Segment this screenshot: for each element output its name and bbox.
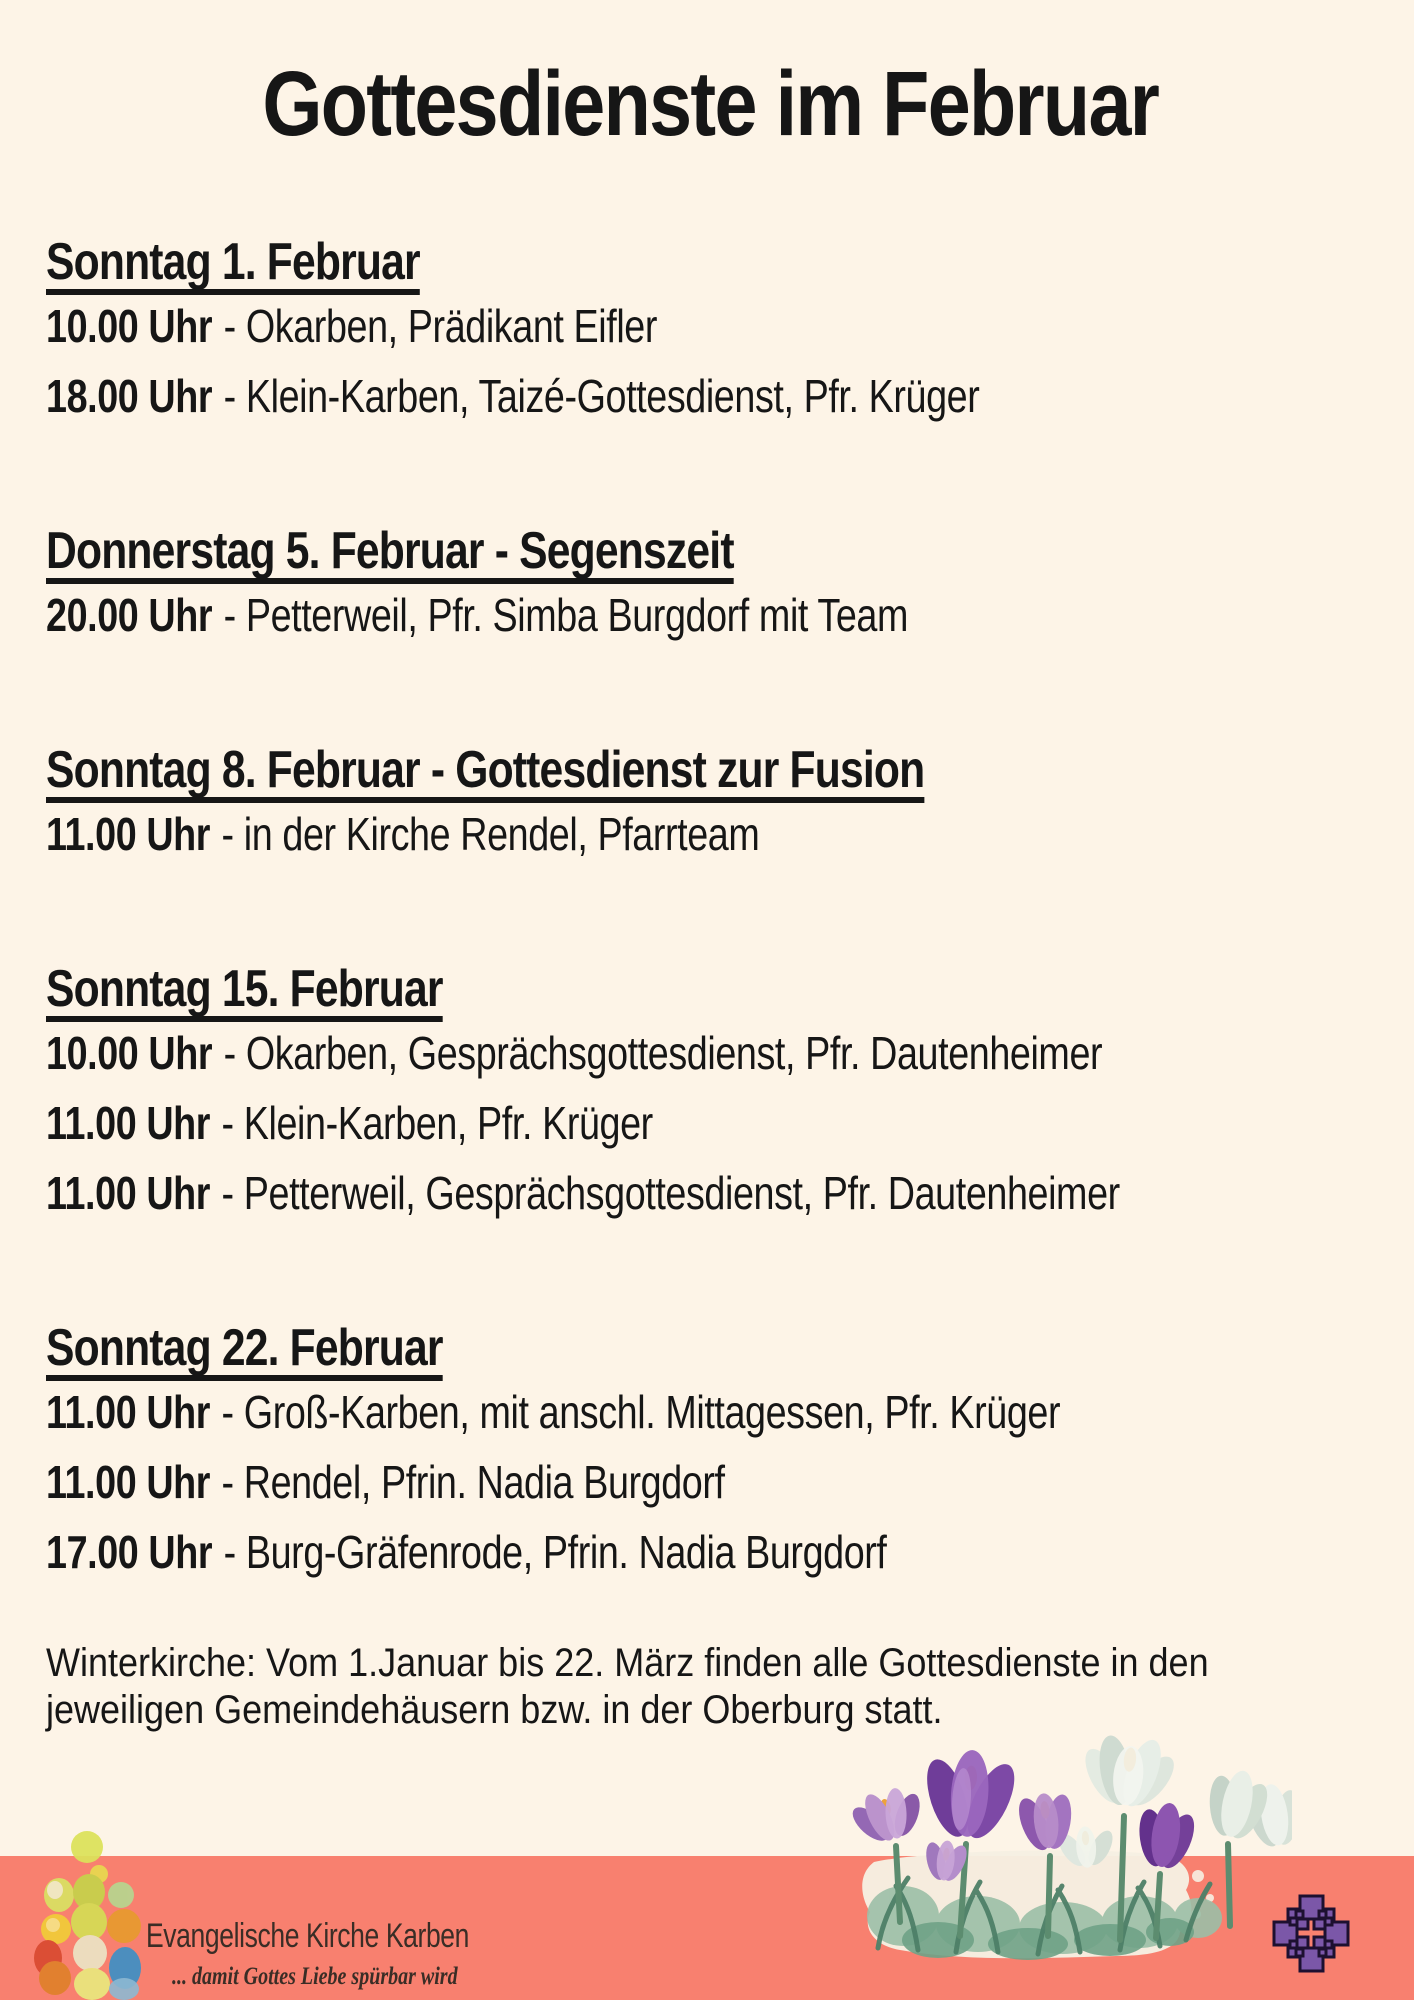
section-heading: Donnerstag 5. Februar - Segenszeit (46, 522, 734, 580)
service-detail: - Groß-Karben, mit anschl. Mittagessen, Pfr. Krüger (221, 1386, 1061, 1438)
page-title-row (46, 53, 1374, 155)
purple-squares-cross-icon (1272, 1893, 1350, 1973)
service-detail: - Rendel, Pfrin. Nadia Burgdorf (221, 1456, 725, 1508)
service-detail: - Okarben, Gesprächsgottesdienst, Pfr. Dautenheimer (223, 1027, 1103, 1079)
service-detail: - Klein-Karben, Pfr. Krüger (221, 1097, 653, 1149)
service-schedule (46, 0, 1374, 1734)
service-detail: - Burg-Gräfenrode, Pfrin. Nadia Burgdorf (223, 1526, 887, 1578)
service-entry (46, 1458, 1135, 1506)
church-logo (28, 1826, 588, 2000)
service-detail: - in der Kirche Rendel, Pfarrteam (221, 808, 760, 860)
winterkirche-note (46, 1640, 1374, 1734)
service-entry (46, 591, 1135, 639)
service-entry (46, 302, 1135, 350)
note-line: Winterkirche: Vom 1.Januar bis 22. März finden alle Gottesdienste in den (46, 1641, 1209, 1685)
page-title: Gottesdienste im Februar (262, 53, 1158, 155)
entries-list (46, 302, 1374, 420)
section (46, 743, 1374, 858)
section-heading: Sonntag 15. Februar (46, 960, 443, 1018)
section (46, 1321, 1374, 1576)
service-entry (46, 1528, 1135, 1576)
note-line: jeweiligen Gemeindehäusern bzw. in der Oberburg statt. (46, 1688, 943, 1732)
section-heading-row (46, 524, 1374, 579)
entries-list (46, 591, 1374, 639)
service-time: 10.00 Uhr (46, 1027, 213, 1079)
section (46, 962, 1374, 1217)
service-time: 11.00 Uhr (46, 808, 211, 860)
section-heading: Sonntag 22. Februar (46, 1319, 443, 1377)
crocus-left-open (848, 1780, 933, 1853)
service-time: 20.00 Uhr (46, 589, 213, 641)
colored-dots-people-logo (28, 1826, 148, 2000)
section-heading: Sonntag 1. Februar (46, 233, 420, 291)
service-detail: - Petterweil, Pfr. Simba Burgdorf mit Team (223, 589, 908, 641)
crocus-big-purple (914, 1746, 1025, 1846)
service-entry (46, 372, 1135, 420)
section-heading: Sonntag 8. Februar - Gottesdienst zur Fusion (46, 741, 925, 799)
section-heading-row (46, 743, 1374, 798)
section-heading-row (46, 962, 1374, 1017)
service-time: 11.00 Uhr (46, 1097, 211, 1149)
sections-list (46, 235, 1374, 1576)
service-entry (46, 1029, 1135, 1077)
service-detail: - Okarben, Prädikant Eifler (223, 300, 658, 352)
service-detail: - Klein-Karben, Taizé-Gottesdienst, Pfr. Krüger (223, 370, 980, 422)
service-time: 17.00 Uhr (46, 1526, 213, 1578)
service-time: 11.00 Uhr (46, 1456, 211, 1508)
service-detail: - Petterweil, Gesprächsgottesdienst, Pfr. Dautenheimer (221, 1167, 1120, 1219)
section (46, 235, 1374, 420)
service-entry (46, 810, 1135, 858)
service-time: 11.00 Uhr (46, 1167, 211, 1219)
service-entry (46, 1099, 1135, 1147)
service-time: 10.00 Uhr (46, 300, 213, 352)
section (46, 524, 1374, 639)
section-heading-row (46, 1321, 1374, 1376)
entries-list (46, 1029, 1374, 1217)
section-heading-row (46, 235, 1374, 290)
crocus-flowers-illustration (848, 1726, 1292, 1962)
service-time: 11.00 Uhr (46, 1386, 211, 1438)
logo-tagline: ... damit Gottes Liebe spürbar wird (172, 1963, 458, 1990)
service-time: 18.00 Uhr (46, 370, 213, 422)
service-entry (46, 1169, 1135, 1217)
crocus-white-tall (1073, 1729, 1185, 1816)
logo-title: Evangelische Kirche Karben (146, 1917, 470, 1955)
service-entry (46, 1388, 1135, 1436)
entries-list (46, 1388, 1374, 1576)
entries-list (46, 810, 1374, 858)
